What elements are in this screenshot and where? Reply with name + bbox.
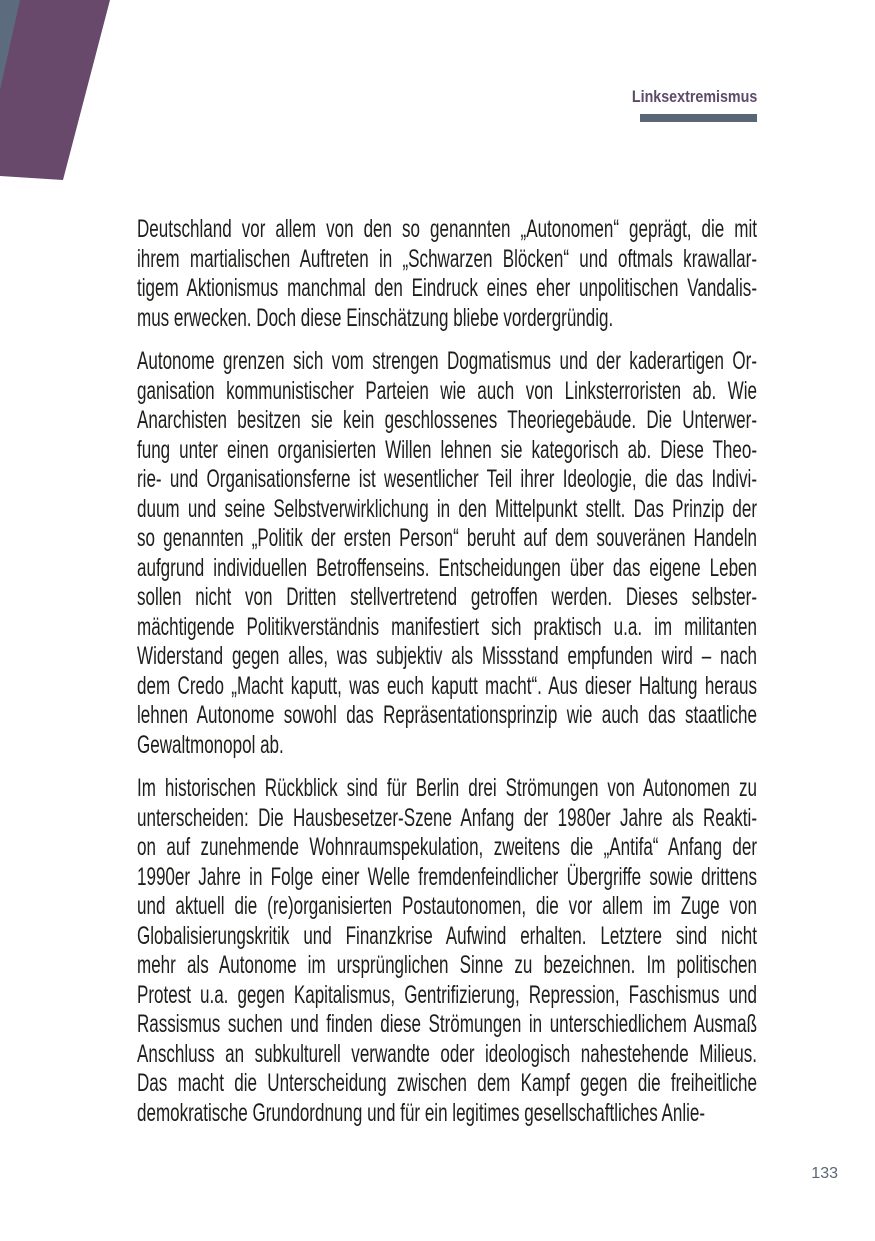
text-line: Gewaltmonopol ab. — [137, 730, 284, 759]
text-line: Autonome grenzen sich vom strengen Dogmatismus und der kaderartigen Or- — [137, 347, 758, 375]
header-rule — [640, 114, 757, 122]
text-line: Anschluss an subkulturell verwandte oder ideologisch nahestehende Milieus. — [137, 1039, 758, 1068]
text-line: Das macht die Unterscheidung zwischen dem Kampf gegen die freiheitliche — [137, 1069, 758, 1097]
paragraph — [137, 774, 757, 1128]
text-line: Im historischen Rückblick sind für Berlin drei Strömungen von Autonomen zu — [137, 774, 758, 802]
text-line: Globalisierungskritik und Finanzkrise Aufwind erhalten. Letztere sind nicht — [137, 921, 758, 950]
text-line: 1990er Jahre in Folge einer Welle fremdenfeindlicher Übergriffe sowie drittens — [137, 862, 758, 891]
text-line: dem Credo „Macht kaputt, was euch kaputt macht“. Aus dieser Haltung heraus — [137, 671, 758, 700]
text-line: rie- und Organisationsferne ist wesentlicher Teil ihrer Ideologie, die das Indivi- — [137, 465, 758, 493]
text-line: duum und seine Selbstverwirklichung in den Mittelpunkt stellt. Das Prinzip der — [137, 494, 758, 523]
text-line: Deutschland vor allem von den so genannten „Autonomen“ geprägt, die mit — [137, 215, 758, 243]
paragraph — [137, 215, 757, 333]
section-header-title: Linksextremismus — [631, 87, 757, 106]
text-line: aufgrund individuellen Betroffenseins. Entscheidungen über das eigene Leben — [137, 553, 758, 582]
text-line: tigem Aktionismus manchmal den Eindruck eines eher unpolitischen Vandalis- — [137, 274, 758, 302]
text-line: mus erwecken. Doch diese Einschätzung bliebe vordergründig. — [137, 303, 614, 332]
text-line: Anarchisten besitzen sie kein geschlossenes Theoriegebäude. Die Unterwer- — [137, 406, 758, 434]
text-line: lehnen Autonome sowohl das Repräsentationsprinzip wie auch das staatliche — [137, 701, 758, 729]
text-line: Protest u.a. gegen Kapitalismus, Gentrifizierung, Repression, Faschismus und — [137, 980, 758, 1009]
text-line: ganisation kommunistischer Parteien wie auch von Linksterroristen ab. Wie — [137, 376, 758, 405]
text-line: fung unter einen organisierten Willen lehnen sie kategorisch ab. Diese Theo- — [137, 435, 758, 464]
text-line: und aktuell die (re)organisierten Postautonomen, die vor allem im Zuge von — [137, 892, 758, 920]
text-line: sollen nicht von Dritten stellvertretend getroffen werden. Dieses selbster- — [137, 583, 758, 611]
text-line: mächtigende Politikverständnis manifestiert sich praktisch u.a. im militanten — [137, 612, 758, 641]
text-line: on auf zunehmende Wohnraumspekulation, zweitens die „Antifa“ Anfang der — [137, 833, 758, 861]
text-line: Widerstand gegen alles, was subjektiv als Missstand empfunden wird – nach — [137, 642, 758, 670]
body-text — [137, 215, 757, 1128]
text-line: Rassismus suchen und finden diese Strömungen in unterschiedlichem Ausmaß — [137, 1010, 758, 1038]
text-line: ihrem martialischen Auftreten in „Schwarzen Blöcken“ und oftmals krawallar- — [137, 244, 758, 273]
paragraph — [137, 347, 757, 760]
text-line: mehr als Autonome im ursprünglichen Sinne zu bezeichnen. Im politischen — [137, 951, 758, 979]
text-line: so genannten „Politik der ersten Person“ beruht auf dem souveränen Handeln — [137, 524, 758, 552]
text-line: demokratische Grundordnung und für ein legitimes gesellschaftliches Anlie- — [137, 1098, 706, 1127]
text-line: unterscheiden: Die Hausbesetzer-Szene Anfang der 1980er Jahre als Reakti- — [137, 803, 758, 832]
corner-purple-parallelogram — [0, 0, 110, 180]
page-number: 133 — [811, 1165, 838, 1182]
corner-decoration — [0, 0, 120, 185]
